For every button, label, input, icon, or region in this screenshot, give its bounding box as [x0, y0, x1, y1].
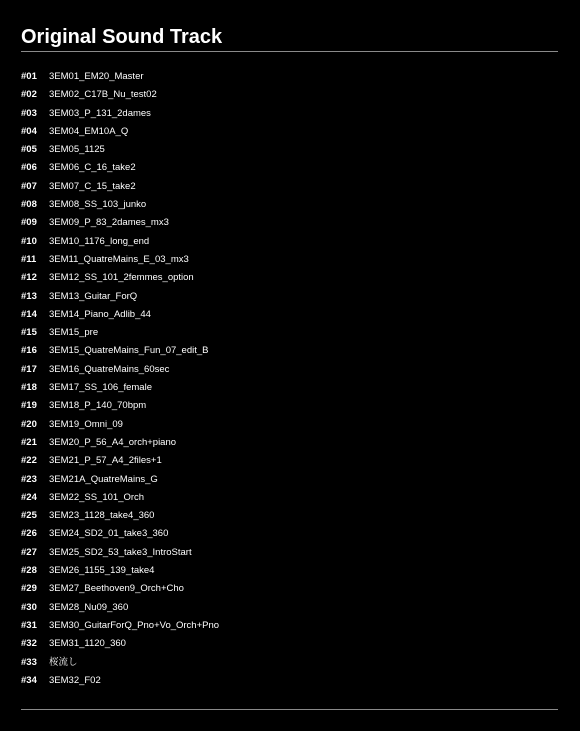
track-number: #25 — [21, 510, 37, 522]
track-number: #19 — [21, 400, 37, 412]
track-number: #15 — [21, 327, 37, 339]
track-row — [21, 379, 219, 397]
track-title: 3EM32_F02 — [49, 674, 101, 686]
track-row — [21, 416, 219, 434]
track-row — [21, 672, 219, 690]
track-number: #10 — [21, 235, 37, 247]
track-row — [21, 544, 219, 562]
track-title: 3EM25_SD2_53_take3_IntroStart — [49, 546, 192, 558]
track-number: #04 — [21, 125, 37, 137]
track-row — [21, 562, 219, 580]
track-title: 3EM26_1155_139_take4 — [49, 565, 155, 577]
track-number: #20 — [21, 418, 37, 430]
track-number: #27 — [21, 546, 37, 558]
track-title: 3EM14_Piano_Adlib_44 — [49, 308, 151, 320]
track-number: #29 — [21, 583, 37, 595]
track-title: 3EM18_P_140_70bpm — [49, 400, 147, 412]
track-title: 3EM24_SD2_01_take3_360 — [49, 528, 169, 540]
track-title: 3EM09_P_83_2dames_mx3 — [49, 217, 169, 229]
track-number: #16 — [21, 345, 37, 357]
track-number: #26 — [21, 528, 37, 540]
track-title: 3EM10_1176_long_end — [49, 235, 150, 247]
track-title: 3EM23_1128_take4_360 — [49, 510, 155, 522]
track-number: #13 — [21, 290, 37, 302]
track-number: #01 — [21, 71, 37, 82]
track-title: 3EM28_Nu09_360 — [49, 601, 129, 613]
track-title: 3EM04_EM10A_Q — [49, 125, 129, 137]
track-number: #34 — [21, 674, 37, 686]
track-row — [21, 233, 219, 251]
track-row — [21, 251, 219, 269]
track-row — [21, 617, 219, 635]
track-row — [21, 525, 219, 543]
track-row — [21, 288, 219, 306]
title-divider — [21, 51, 558, 52]
track-title: 3EM08_SS_103_junko — [49, 199, 147, 211]
track-number: #09 — [21, 217, 37, 229]
track-row — [21, 123, 219, 141]
track-title: 3EM03_P_131_2dames — [49, 107, 151, 119]
track-row — [21, 214, 219, 232]
track-title: 3EM15_QuatreMains_Fun_07_edit_B — [49, 345, 209, 357]
track-title: 3EM30_GuitarForQ_Pno+Vo_Orch+Pno — [49, 619, 220, 631]
track-number: #30 — [21, 601, 37, 613]
track-title: 3EM22_SS_101_Orch — [49, 491, 145, 503]
track-row — [21, 507, 219, 525]
track-list — [21, 68, 219, 690]
track-row — [21, 86, 219, 104]
track-row — [21, 635, 219, 653]
track-number: #22 — [21, 455, 37, 467]
track-title: 3EM31_1120_360 — [49, 638, 126, 650]
track-number: #18 — [21, 382, 37, 394]
track-title: 3EM05_1125 — [49, 144, 105, 156]
track-number: #24 — [21, 491, 37, 503]
track-number: #28 — [21, 565, 37, 577]
track-title: 3EM16_QuatreMains_60sec — [49, 363, 170, 375]
track-row — [21, 489, 219, 507]
track-row — [21, 178, 219, 196]
track-title: 桜流し — [49, 656, 78, 668]
track-number: #07 — [21, 180, 37, 192]
track-row — [21, 159, 219, 177]
page-title: Original Sound Track — [21, 26, 223, 48]
track-number: #31 — [21, 619, 37, 631]
footer-divider — [21, 709, 558, 710]
track-row — [21, 324, 219, 342]
track-title: 3EM17_SS_106_female — [49, 382, 152, 394]
track-row — [21, 68, 219, 86]
track-title: 3EM07_C_15_take2 — [49, 180, 136, 192]
track-number: #17 — [21, 363, 37, 375]
track-number: #23 — [21, 473, 37, 485]
track-title: 3EM15_pre — [49, 327, 99, 339]
track-number: #02 — [21, 89, 37, 101]
track-row — [21, 361, 219, 379]
track-row — [21, 434, 219, 452]
track-row — [21, 141, 219, 159]
track-number: #03 — [21, 107, 37, 119]
track-number: #06 — [21, 162, 37, 174]
track-number: #05 — [21, 144, 37, 156]
track-title: 3EM11_QuatreMains_E_03_mx3 — [49, 253, 189, 265]
track-row — [21, 397, 219, 415]
track-title: 3EM01_EM20_Master — [49, 71, 144, 82]
track-title: 3EM02_C17B_Nu_test02 — [49, 89, 157, 101]
track-row — [21, 269, 219, 287]
track-title: 3EM06_C_16_take2 — [49, 162, 136, 174]
track-number: #14 — [21, 308, 37, 320]
track-number: #11 — [21, 253, 37, 265]
track-row — [21, 105, 219, 123]
track-row — [21, 196, 219, 214]
track-number: #21 — [21, 436, 37, 448]
track-row — [21, 452, 219, 470]
track-number: #08 — [21, 199, 37, 211]
track-row — [21, 342, 219, 360]
track-row — [21, 471, 219, 489]
track-title: 3EM19_Omni_09 — [49, 418, 123, 430]
track-row — [21, 654, 219, 672]
track-title: 3EM13_Guitar_ForQ — [49, 290, 138, 302]
track-row — [21, 580, 219, 598]
track-title: 3EM21A_QuatreMains_G — [49, 473, 158, 485]
track-number: #32 — [21, 638, 37, 650]
track-title: 3EM21_P_57_A4_2files+1 — [49, 455, 162, 467]
track-title: 3EM27_Beethoven9_Orch+Cho — [49, 583, 184, 595]
track-number: #12 — [21, 272, 37, 284]
track-row — [21, 599, 219, 617]
track-title: 3EM20_P_56_A4_orch+piano — [49, 436, 177, 448]
track-row — [21, 306, 219, 324]
track-title: 3EM12_SS_101_2femmes_option — [49, 272, 194, 284]
track-number: #33 — [21, 656, 37, 668]
